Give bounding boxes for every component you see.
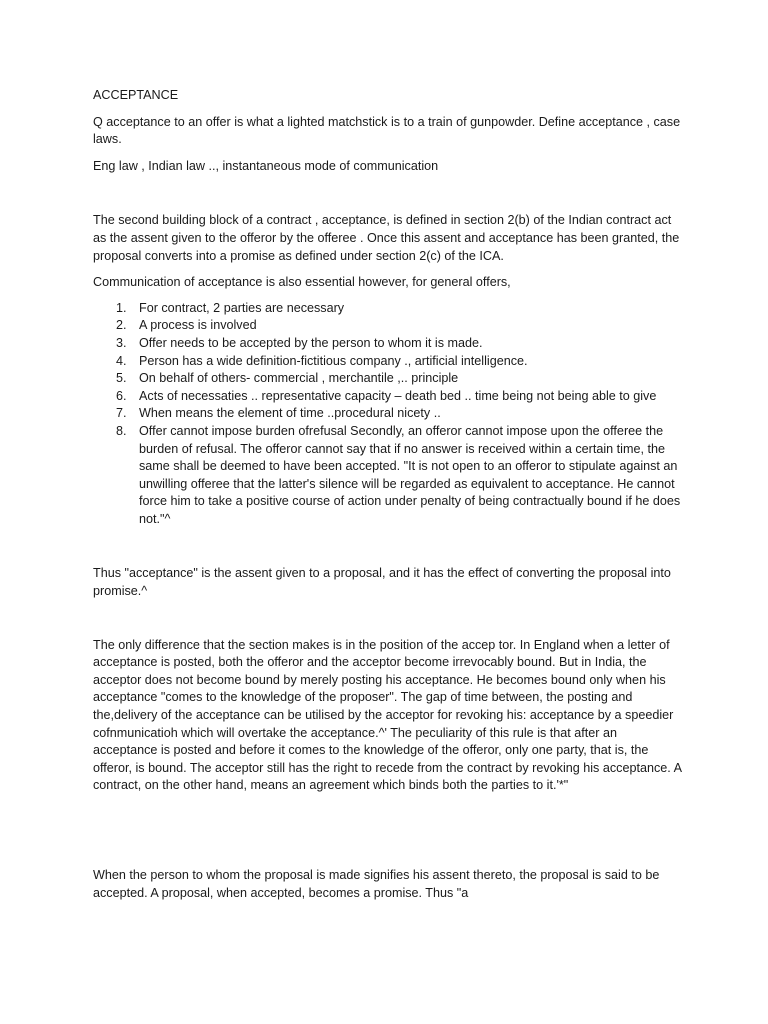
paragraph-difference: The only difference that the section makes is in the position of the accep tor. In England when a letter of acceptance is posted, both the offeror and the acceptor become irrevocably bound. But in India, the acceptor does not become bound by merely posting his acceptance. He becomes bound only when his acceptance "comes to the knowledge of the proposer". The gap of time between, the posting and the,delivery of the acceptance can be utilised by the acceptor for revoking his: acceptance by a speedier cofnmunicatioh which will overtake the acceptance.^' The peculiarity of this rule is that after an acceptance is posted and before it comes to the knowledge of the offeror, only one party, that is, the offeror, is bound. The acceptor still has the right to recede from the contract by revoking his acceptance. A contract, on the other hand, means an agreement which binds both the parties to it.'*" <box>93 637 682 793</box>
list-item-number: 4. <box>116 353 127 368</box>
list-item-number: 8. <box>116 423 127 438</box>
list-item-text: When means the element of time ..procedural nicety .. <box>139 406 441 421</box>
list-item <box>93 353 683 371</box>
list-item <box>93 317 683 335</box>
list-item-text: On behalf of others- commercial , merchantile ,.. principle <box>139 371 459 386</box>
paragraph-assent: Thus "acceptance" is the assent given to a proposal, and it has the effect of converting the proposal into promise.^ <box>93 566 671 599</box>
list-item <box>93 423 683 529</box>
list-item-text: Acts of necessaties .. representative capacity – death bed .. time being not being able to give <box>139 388 657 403</box>
list-item-number: 7. <box>116 406 127 421</box>
document-heading: ACCEPTANCE <box>93 88 179 102</box>
list-item-number: 6. <box>116 388 127 403</box>
list-item-number: 5. <box>116 371 127 386</box>
list-item-text: Person has a wide definition-fictitious company ., artificial intelligence. <box>139 353 528 368</box>
list-item-text: For contract, 2 parties are necessary <box>139 300 345 315</box>
list-item-text: Offer cannot impose burden ofrefusal Secondly, an offeror cannot impose upon the offeree the burden of refusal. The offeror cannot say that if no answer is received within a certain time, the same shall be deemed to have been accepted. "It is not open to an offeror to stipulate against an unwilling offeree that the latter's silence will be regarded as equivalent to acceptance. He cannot force him to take a positive course of action under penalty of being contractually bound if he does not."^ <box>139 423 681 526</box>
list-item-text: A process is involved <box>139 318 257 333</box>
list-item-text: Offer needs to be accepted by the person to whom it is made. <box>139 335 483 350</box>
list-item-number: 1. <box>116 300 127 315</box>
paragraph-proposal: When the person to whom the proposal is made signifies his assent thereto, the proposal is said to be accepted. A proposal, when accepted, becomes a promise. Thus "a <box>93 868 660 900</box>
list-item-number: 3. <box>116 335 127 350</box>
list-item-number: 2. <box>116 318 127 333</box>
list-item <box>93 370 683 388</box>
list-item <box>93 300 683 318</box>
paragraph-communication: Communication of acceptance is also essential however, for general offers, <box>93 275 511 290</box>
list-item <box>93 335 683 353</box>
question-text: Q acceptance to an offer is what a lighted matchstick is to a train of gunpowder. Define acceptance , case laws. <box>93 114 681 147</box>
paragraph-definition: The second building block of a contract , acceptance, is defined in section 2(b) of the Indian contract act as the assent given to the offeror by the offeree . Once this assent and acceptance has been granted, the proposal converts into a promise as defined under section 2(c) of the ICA. <box>93 213 680 263</box>
numbered-list <box>93 300 683 529</box>
document-page <box>93 87 683 902</box>
list-item <box>93 388 683 406</box>
list-item <box>93 405 683 423</box>
topics-text: Eng law , Indian law .., instantaneous mode of communication <box>93 158 439 173</box>
